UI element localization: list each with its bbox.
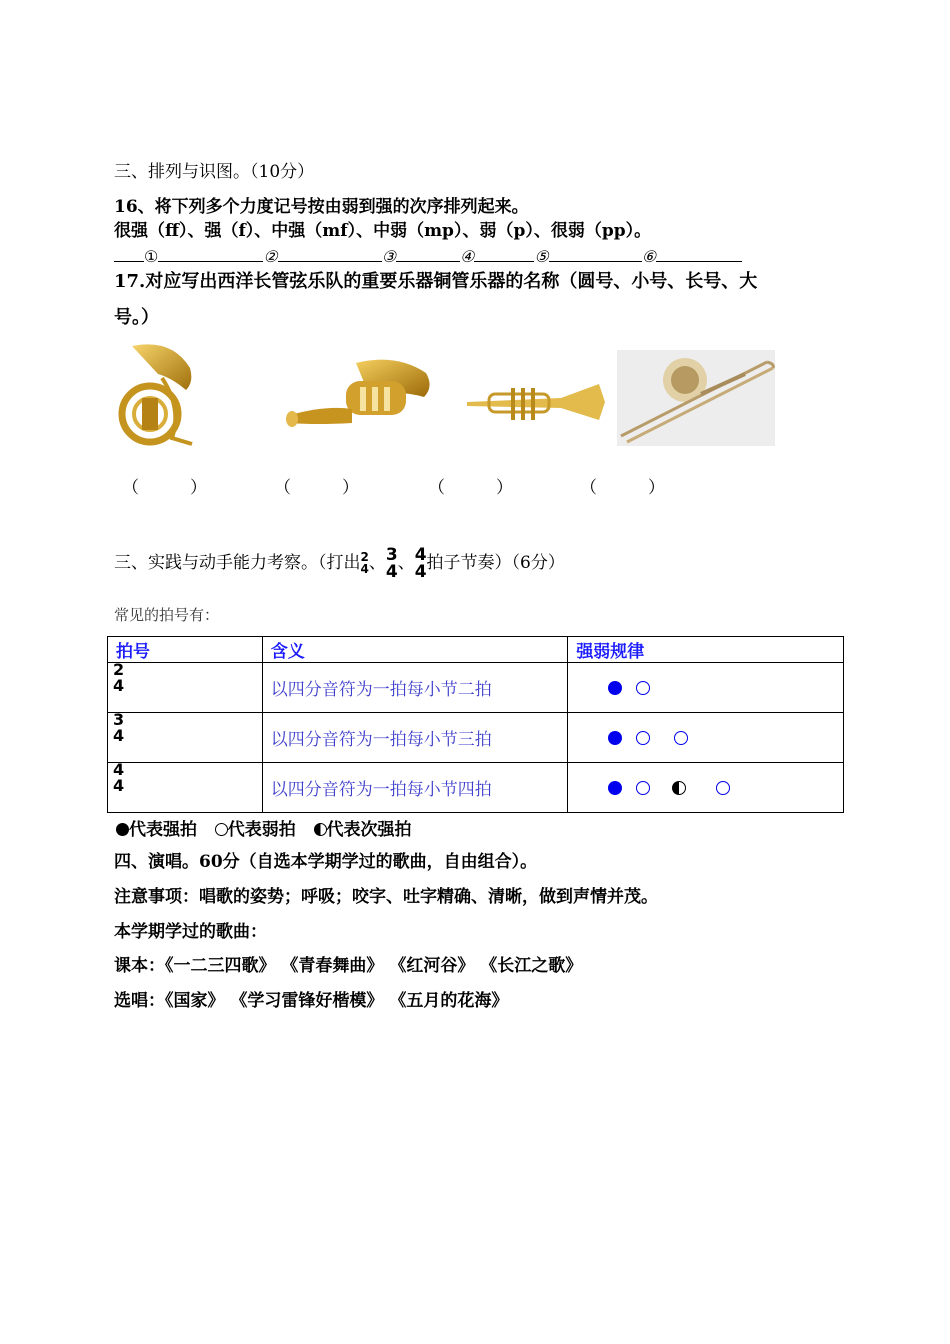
table-header-row <box>108 637 844 663</box>
trumpet-icon <box>465 378 605 428</box>
col-header: 强弱规律 <box>568 637 844 663</box>
sep: 、 <box>368 553 386 573</box>
time-sig-4-4: 4 4 <box>414 545 427 582</box>
answer-blank-5[interactable] <box>549 244 642 262</box>
time-sig-2-4: 2 4 <box>360 550 369 576</box>
section-title: 三、排列与识图。（10分） <box>114 162 315 182</box>
pattern-cell <box>568 663 844 713</box>
meaning-cell: 以四分音符为一拍每小节二拍 <box>262 663 568 713</box>
weak-beat-icon <box>674 731 688 745</box>
table-row <box>108 713 844 763</box>
strong-beat-icon <box>116 823 129 836</box>
answer-paren-1[interactable]: （ ） <box>122 478 207 498</box>
beat-legend <box>116 815 412 840</box>
answer-paren-3[interactable]: （ ） <box>428 478 513 498</box>
blank-num-2: ② <box>263 247 278 266</box>
strong-beat-icon <box>608 681 622 695</box>
french-horn-icon <box>112 338 196 450</box>
answer-blank-2[interactable] <box>278 244 382 262</box>
answer-paren-2[interactable]: （ ） <box>274 478 359 498</box>
question-17-line1: 17.对应写出西洋长管弦乐队的重要乐器铜管乐器的名称（圆号、小号、长号、大 <box>114 271 758 292</box>
answer-blank-4[interactable] <box>474 244 534 262</box>
weak-beat-icon <box>716 781 730 795</box>
meaning-cell: 以四分音符为一拍每小节三拍 <box>262 713 568 763</box>
meter-table <box>107 636 844 813</box>
practice-prefix: 三、实践与动手能力考察。（打出 <box>114 553 361 573</box>
medium-beat-icon <box>314 823 327 836</box>
time-sig-3-4: 3 4 <box>385 545 398 582</box>
time-signature-cell: 3 4 <box>108 713 263 763</box>
section4-title: 四、演唱。60分（自选本学期学过的歌曲，自由组合）。 <box>114 852 538 872</box>
meter-intro: 常见的拍号有： <box>114 606 220 624</box>
practice-suffix: 拍子节奏）（6分） <box>426 553 565 573</box>
answer-blank-3[interactable] <box>396 244 460 262</box>
blank-line[interactable] <box>114 244 144 262</box>
time-signature-cell: 4 4 <box>108 763 263 813</box>
weak-beat-icon <box>636 731 650 745</box>
sep: 、 <box>397 553 415 573</box>
pattern-cell <box>568 763 844 813</box>
col-header: 拍号 <box>108 637 263 663</box>
table-row <box>108 763 844 813</box>
legend-strong: 代表强拍 <box>129 820 197 840</box>
songs-label: 本学期学过的歌曲： <box>114 922 267 942</box>
question-16: 16、将下列多个力度记号按由弱到强的次序排列起来。 <box>114 197 529 217</box>
table-row <box>108 663 844 713</box>
time-signature-cell: 2 4 <box>108 663 263 713</box>
blank-num-1: ① <box>144 247 159 266</box>
legend-weak: 代表弱拍 <box>227 820 296 840</box>
singing-notes: 注意事项：唱歌的姿势；呼吸；咬字、吐字精确、清晰，做到声情并茂。 <box>114 887 658 907</box>
textbook-songs: 课本：《一二三四歌》 《青春舞曲》 《红河谷》 《长江之歌》 <box>114 956 583 976</box>
weak-beat-icon <box>215 823 228 836</box>
blank-num-4: ④ <box>460 247 475 266</box>
weak-beat-icon <box>636 781 650 795</box>
trombone-icon <box>617 350 775 446</box>
blank-num-5: ⑤ <box>534 247 549 266</box>
optional-songs: 选唱：《国家》 《学习雷锋好楷模》 《五月的花海》 <box>114 991 509 1011</box>
question-17-line2: 号。） <box>114 307 159 328</box>
medium-beat-icon <box>672 781 686 795</box>
answer-blank-6[interactable] <box>656 244 742 262</box>
practice-title <box>114 543 565 583</box>
pattern-cell <box>568 713 844 763</box>
strong-beat-icon <box>608 731 622 745</box>
tuba-icon <box>286 353 434 435</box>
legend-half: 代表次强拍 <box>326 820 412 840</box>
answer-blank-1[interactable] <box>158 244 263 262</box>
strong-beat-icon <box>608 781 622 795</box>
answer-blanks-row <box>114 244 742 268</box>
meaning-cell: 以四分音符为一拍每小节四拍 <box>262 763 568 813</box>
dynamics-list: 很强（ff）、强（f）、中强（mf）、中弱（mp）、弱（p）、很弱（pp）。 <box>114 221 652 241</box>
blank-num-6: ⑥ <box>641 247 657 266</box>
weak-beat-icon <box>636 681 650 695</box>
col-header: 含义 <box>262 637 568 663</box>
blank-num-3: ③ <box>381 247 397 266</box>
answer-paren-4[interactable]: （ ） <box>580 478 665 498</box>
